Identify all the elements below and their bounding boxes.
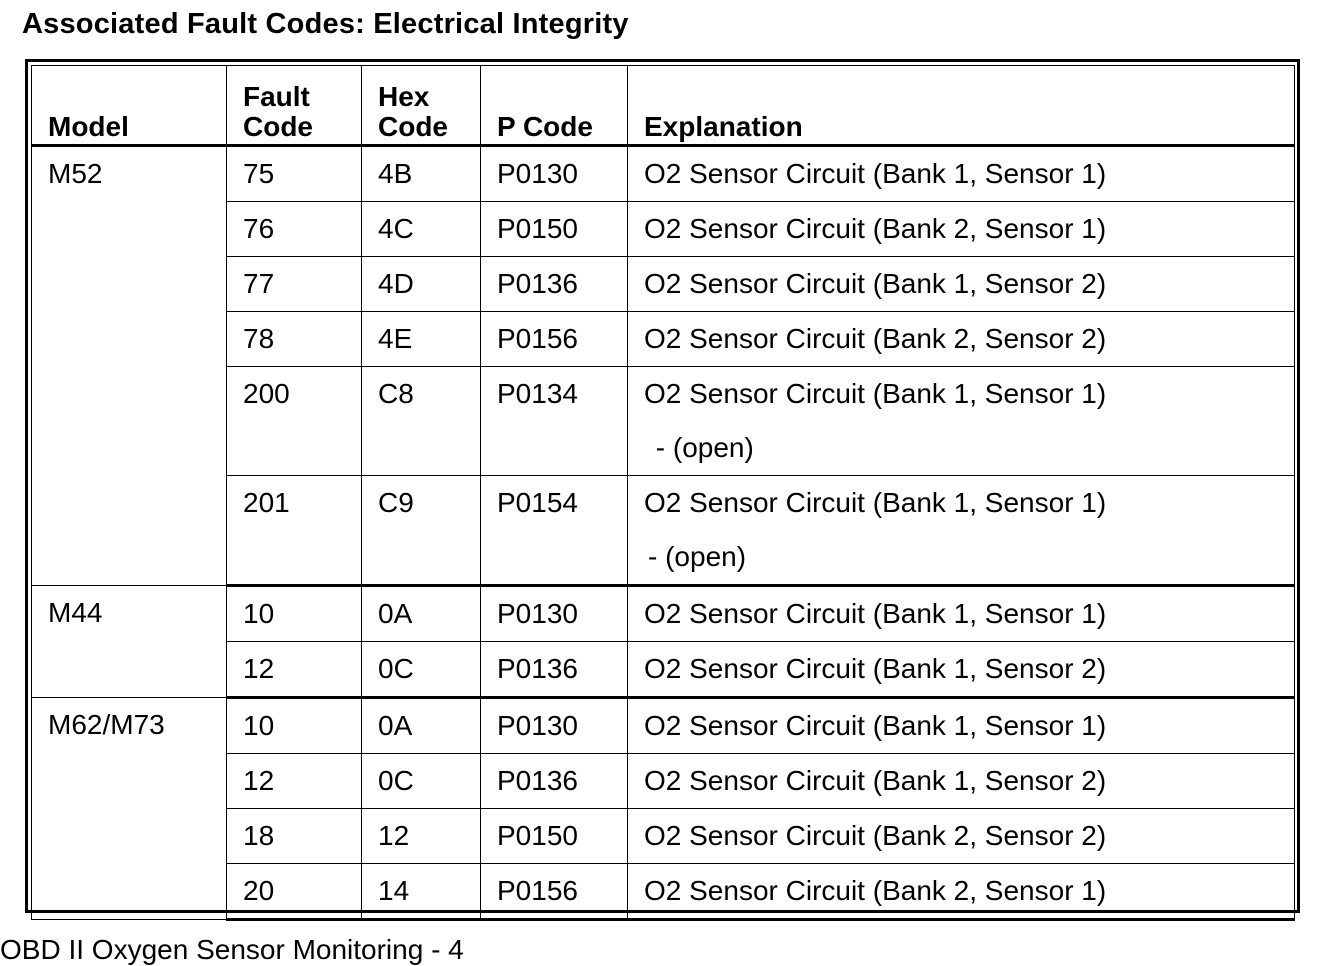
table-row bbox=[32, 146, 1295, 202]
fault-code-cell: 201 bbox=[227, 476, 362, 586]
fault-code-table-frame bbox=[25, 59, 1300, 913]
fault-code-cell: 18 bbox=[227, 809, 362, 864]
explanation-text: O2 Sensor Circuit (Bank 1, Sensor 1) bbox=[644, 710, 1107, 741]
page-footer: OBD II Oxygen Sensor Monitoring - 4 bbox=[0, 934, 464, 965]
explanation-text: O2 Sensor Circuit (Bank 1, Sensor 2) bbox=[644, 653, 1107, 684]
explanation-cell bbox=[628, 698, 1295, 754]
header-fault-line1: Fault bbox=[243, 81, 310, 112]
fault-code-cell: 78 bbox=[227, 312, 362, 367]
table-row bbox=[32, 586, 1295, 642]
p-code-cell: P0150 bbox=[481, 202, 628, 257]
header-hex-code bbox=[362, 66, 481, 146]
p-code-cell: P0130 bbox=[481, 698, 628, 754]
p-code-cell: P0154 bbox=[481, 476, 628, 586]
hex-code-cell: 4B bbox=[362, 146, 481, 202]
hex-code-cell: 0A bbox=[362, 586, 481, 642]
table-body bbox=[32, 146, 1295, 920]
explanation-text: O2 Sensor Circuit (Bank 1, Sensor 1) bbox=[644, 378, 1107, 409]
explanation-text: O2 Sensor Circuit (Bank 2, Sensor 2) bbox=[644, 323, 1107, 354]
hex-code-cell: 4E bbox=[362, 312, 481, 367]
hex-code-cell: 4D bbox=[362, 257, 481, 312]
explanation-cell bbox=[628, 809, 1295, 864]
hex-code-cell: 0C bbox=[362, 642, 481, 698]
explanation-cell bbox=[628, 864, 1295, 920]
p-code-cell: P0130 bbox=[481, 586, 628, 642]
fault-code-table bbox=[31, 65, 1295, 921]
header-p-code: P Code bbox=[481, 66, 628, 146]
hex-code-cell: 4C bbox=[362, 202, 481, 257]
p-code-cell: P0136 bbox=[481, 642, 628, 698]
header-hex-line2: Code bbox=[378, 111, 448, 142]
p-code-cell: P0156 bbox=[481, 312, 628, 367]
p-code-cell: P0150 bbox=[481, 809, 628, 864]
hex-code-cell: 12 bbox=[362, 809, 481, 864]
fault-code-cell: 77 bbox=[227, 257, 362, 312]
header-fault-line2: Code bbox=[243, 111, 313, 142]
explanation-text: O2 Sensor Circuit (Bank 1, Sensor 2) bbox=[644, 268, 1107, 299]
explanation-cell bbox=[628, 586, 1295, 642]
fault-code-cell: 10 bbox=[227, 698, 362, 754]
header-model: Model bbox=[32, 66, 227, 146]
explanation-cell bbox=[628, 367, 1295, 476]
header-row bbox=[32, 66, 1295, 146]
p-code-cell: P0130 bbox=[481, 146, 628, 202]
model-cell: M52 bbox=[32, 146, 227, 586]
fault-code-cell: 76 bbox=[227, 202, 362, 257]
model-cell: M62/M73 bbox=[32, 698, 227, 920]
fault-code-cell: 12 bbox=[227, 642, 362, 698]
header-hex-line1: Hex bbox=[378, 81, 430, 112]
fault-code-cell: 10 bbox=[227, 586, 362, 642]
explanation-continuation: - (open) bbox=[648, 432, 754, 463]
hex-code-cell: C9 bbox=[362, 476, 481, 586]
hex-code-cell: 0A bbox=[362, 698, 481, 754]
header-fault-code bbox=[227, 66, 362, 146]
explanation-cell bbox=[628, 476, 1295, 586]
explanation-text: O2 Sensor Circuit (Bank 2, Sensor 2) bbox=[644, 820, 1107, 851]
header-explanation: Explanation bbox=[628, 66, 1295, 146]
explanation-text: O2 Sensor Circuit (Bank 1, Sensor 1) bbox=[644, 598, 1107, 629]
fault-code-cell: 75 bbox=[227, 146, 362, 202]
explanation-cell bbox=[628, 312, 1295, 367]
p-code-cell: P0134 bbox=[481, 367, 628, 476]
fault-code-cell: 20 bbox=[227, 864, 362, 920]
p-code-cell: P0136 bbox=[481, 754, 628, 809]
explanation-cell bbox=[628, 754, 1295, 809]
hex-code-cell: 0C bbox=[362, 754, 481, 809]
p-code-cell: P0156 bbox=[481, 864, 628, 920]
fault-code-cell: 200 bbox=[227, 367, 362, 476]
page-title: Associated Fault Codes: Electrical Integrity bbox=[22, 8, 629, 40]
explanation-continuation: - (open) bbox=[648, 541, 747, 572]
explanation-text: O2 Sensor Circuit (Bank 1, Sensor 1) bbox=[644, 487, 1107, 518]
explanation-cell bbox=[628, 642, 1295, 698]
explanation-text: O2 Sensor Circuit (Bank 2, Sensor 1) bbox=[644, 875, 1107, 906]
explanation-cell bbox=[628, 202, 1295, 257]
model-cell: M44 bbox=[32, 586, 227, 698]
p-code-cell: P0136 bbox=[481, 257, 628, 312]
fault-code-cell: 12 bbox=[227, 754, 362, 809]
explanation-text: O2 Sensor Circuit (Bank 1, Sensor 1) bbox=[644, 158, 1107, 189]
explanation-text: O2 Sensor Circuit (Bank 1, Sensor 2) bbox=[644, 765, 1107, 796]
hex-code-cell: 14 bbox=[362, 864, 481, 920]
explanation-cell bbox=[628, 257, 1295, 312]
explanation-cell bbox=[628, 146, 1295, 202]
explanation-text: O2 Sensor Circuit (Bank 2, Sensor 1) bbox=[644, 213, 1107, 244]
hex-code-cell: C8 bbox=[362, 367, 481, 476]
table-row bbox=[32, 698, 1295, 754]
